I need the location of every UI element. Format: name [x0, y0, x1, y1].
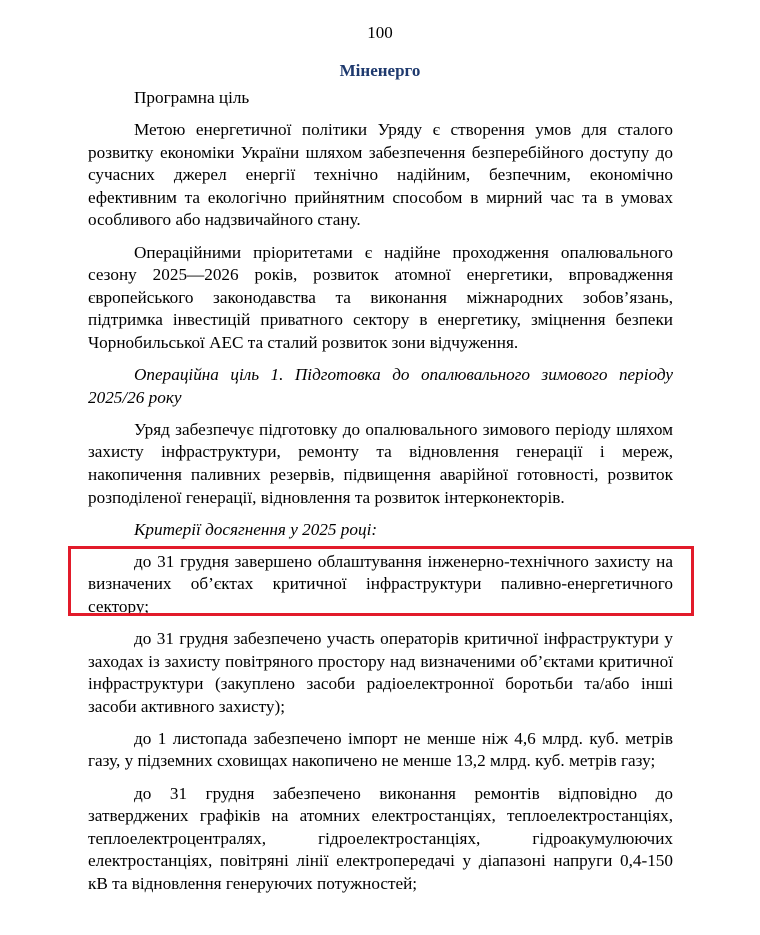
paragraph-energy-policy-goal: Метою енергетичної політики Уряду є створення умов для сталого розвитку економіки України шляхом забезпечення безперебійного доступу до сучасних джерел енергії технічно надійним, безпечним, економічно ефективним та екологічно прийнятним способом в мирний час та в умовах особливого або надзвичайного стану. — [88, 120, 673, 230]
operational-goal-1-heading: Операційна ціль 1. Підготовка до опалювального зимового періоду 2025/26 року — [88, 365, 673, 407]
paragraph-operational-priorities: Операційними пріоритетами є надійне проходження опалювального сезону 2025—2026 років, розвиток атомної енергетики, впровадження європейського законодавства та виконання міжнародних зобов’язань, підтримка інвестицій приватного сектору в енергетику, зміцнення безпеки Чорнобильської АЕС та сталий розвиток зони відчуження. — [88, 242, 673, 352]
section-title: Міненерго — [339, 61, 421, 80]
criterion-gas-import: до 1 листопада забезпечено імпорт не менше ніж 4,6 млрд. куб. метрів газу, у підземних сховищах накопичено не менше 13,2 млрд. куб. метрів газу; — [88, 728, 673, 771]
criterion-engineering-protection: до 31 грудня завершено облаштування інженерно-технічного захисту на визначених об’єктах критичної інфраструктури паливно-енергетичного сектору; — [88, 551, 673, 616]
paragraph-heating-preparation: Уряд забезпечує підготовку до опалювального зимового періоду шляхом захисту інфраструктури, ремонту та відновлення генерації і мереж, накопичення паливних резервів, підвищення аварійної готовності, розвиток розподіленої генерації, відновлення та розвиток інтерконекторів. — [88, 419, 673, 507]
criteria-heading: Критерії досягнення у 2025 році: — [134, 519, 378, 539]
criterion-airspace-protection: до 31 грудня забезпечено участь операторів критичної інфраструктури у заходах із захисту повітряного простору над визначеними об’єктами критичної інфраструктури (закуплено засоби радіоелектронної боротьби та/або інші засоби активного захисту); — [88, 628, 673, 716]
program-goal-heading: Програмна ціль — [134, 88, 250, 107]
page-number: 100 — [367, 23, 393, 42]
criterion-repairs: до 31 грудня забезпечено виконання ремонтів відповідно до затверджених графіків на атомних електростанціях, теплоелектростанціях, теплоелектроцентралях, гідроелектростанціях, гідроакумулюючих електростанціях, повітряні лінії електропередачі у діапазоні напруги 0,4-150 кВ та відновлення генеруючих потужностей; — [88, 783, 673, 893]
document-body — [88, 87, 673, 896]
